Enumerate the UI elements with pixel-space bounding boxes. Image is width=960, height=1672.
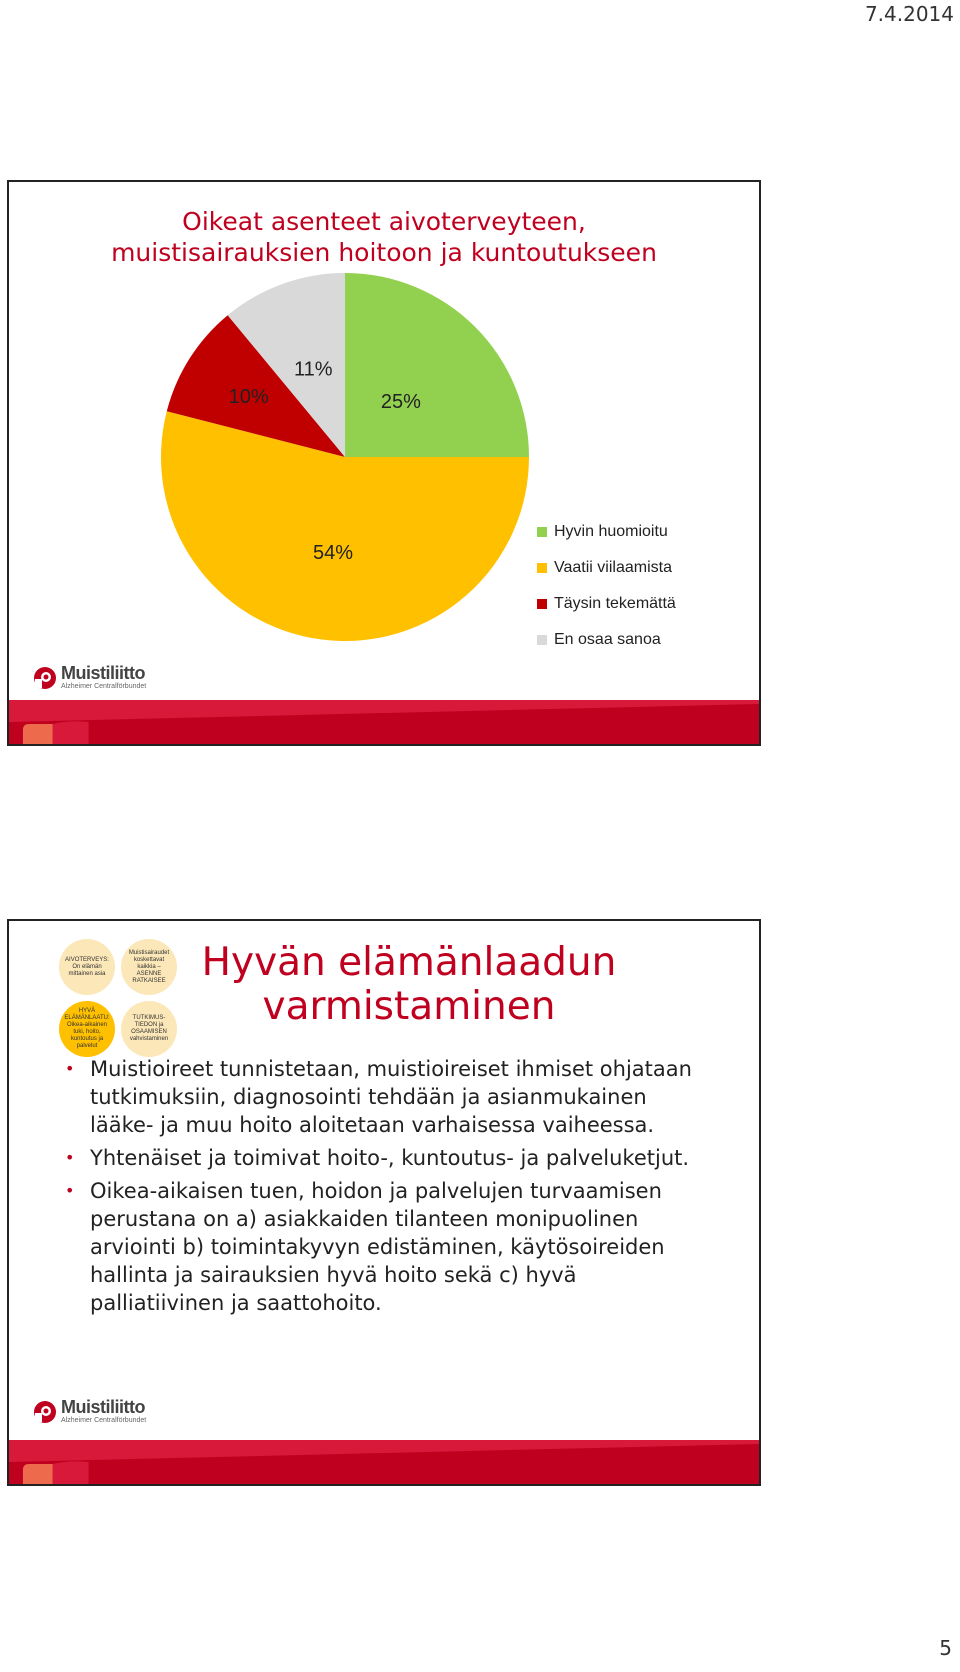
- legend-label: En osaa sanoa: [554, 631, 661, 648]
- slide-title-line2: varmistaminen: [262, 984, 556, 1029]
- slide-quality-of-life: [7, 919, 761, 1486]
- pie-data-label: 54%: [312, 541, 354, 564]
- legend-label: Vaatii viilaamista: [554, 559, 672, 576]
- four-circle-diagram: [59, 939, 179, 1059]
- diagram-circle-aivoterveys: AIVOTERVEYS: On elämän mittainen asia: [59, 939, 115, 995]
- bullet-item: • Oikea-aikaisen tuen, hoidon ja palvelujen turvaamisen perustana on a) asiakkaiden tilanteen monipuolinen arviointi b) toimintakyvyn edistäminen, käytösoireiden hallinta ja sairauksien hyvä hoito sekä c) hyvä palliatiivinen ja saattohoito.: [61, 1177, 711, 1317]
- logo-subtitle: Alzheimer Centralförbundet: [61, 1417, 147, 1424]
- legend-item-taysin-tekematta: [537, 586, 676, 622]
- diagram-circle-asenne: Muistisairaudet koskettavat kaikkia – ASENNE RATKAISEE: [121, 939, 177, 995]
- pie-slice-0: [345, 273, 529, 457]
- slide-attitudes: [7, 180, 761, 746]
- bullet-item: • Yhtenäiset ja toimivat hoito-, kuntoutus- ja palveluketjut.: [61, 1144, 711, 1172]
- page-date: 7.4.2014: [864, 2, 954, 26]
- slide-title-line1: Hyvän elämänlaadun: [201, 940, 617, 985]
- slide-title-line2: muistisairauksien hoitoon ja kuntoutukseen: [111, 238, 657, 267]
- muistiliitto-logo: [33, 1398, 146, 1425]
- bullet-item: • Muistioireet tunnistetaan, muistioireiset ihmiset ohjataan tutkimuksiin, diagnosointi tehdään ja asianmukainen lääke- ja muu hoito aloitetaan varhaisessa vaiheessa.: [61, 1055, 711, 1139]
- logo-mark-icon: [33, 1400, 57, 1424]
- diagram-circle-elamanlaatu: HYVÄ ELÄMÄNLAATU: Oikea-aikainen tuki, hoito, kuntoutus ja palvelut: [59, 1001, 115, 1057]
- bullet-list: [61, 1055, 711, 1322]
- legend-swatch: [537, 599, 547, 609]
- legend-label: Täysin tekemättä: [554, 595, 676, 612]
- muistiliitto-logo: [33, 664, 146, 691]
- legend-item-hyvin-huomioitu: [537, 514, 676, 550]
- slide-title-line1: Oikeat asenteet aivoterveyteen,: [182, 207, 586, 236]
- legend-label: Hyvin huomioitu: [554, 523, 668, 540]
- legend-item-en-osaa-sanoa: [537, 622, 676, 658]
- legend-item-vaatii-viilaamista: [537, 550, 676, 586]
- footer-band: [9, 700, 759, 746]
- diagram-circle-tutkimustieto: TUTKIMUS-TIEDON ja OSAAMISEN vahvistaminen: [121, 1001, 177, 1057]
- pie-data-label: 25%: [380, 391, 421, 414]
- legend-swatch: [537, 635, 547, 645]
- footer-band: [9, 1440, 759, 1486]
- pie-chart: [9, 182, 761, 746]
- pie-data-label: 10%: [228, 385, 269, 408]
- logo-subtitle: Alzheimer Centralförbundet: [61, 683, 147, 690]
- logo-name: Muistiliitto: [61, 663, 145, 683]
- legend-swatch: [537, 563, 547, 573]
- logo-name: Muistiliitto: [61, 1397, 145, 1417]
- chart-legend: [537, 514, 676, 658]
- pie-data-label: 11%: [293, 358, 333, 381]
- slide-title: [189, 941, 629, 1029]
- logo-mark-icon: [33, 666, 57, 690]
- legend-swatch: [537, 527, 547, 537]
- page-number: 5: [939, 1636, 952, 1660]
